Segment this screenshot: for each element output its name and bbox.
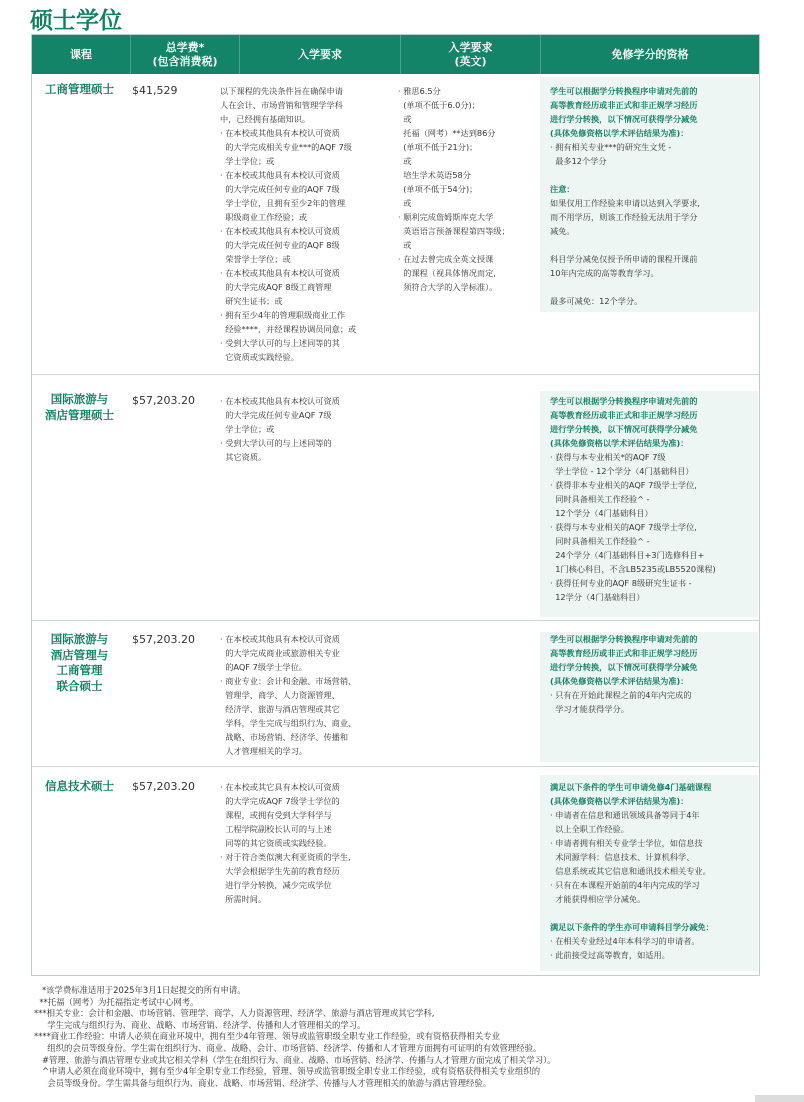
text-line: · 商业专业：会计和金融、市场营销、: [220, 676, 357, 686]
page-title: 硕士学位: [30, 8, 122, 34]
text-line: 的大学完成相关专业***的AQF 7级: [220, 142, 352, 152]
text-line: 荣誉学士学位；或: [220, 254, 291, 264]
text-line: 进行学分转换，以下情况可获得学分减免: [550, 114, 698, 124]
text-line: · 在本校或其它具有本校认可资质: [220, 782, 340, 792]
text-line: · 在本校或其他具有本校认可资质: [220, 128, 340, 138]
text-line: · 在本校或其他具有本校认可资质: [220, 396, 340, 406]
text-line: 大学会根据学生先前的教育经历: [220, 866, 340, 876]
course-name-line: 联合硕士: [56, 678, 103, 693]
text-line: (具体免修资格以学术评估结果为准)：: [550, 796, 689, 806]
header-exemption: [541, 35, 759, 74]
text-line: 英语语言预备课程第四等级；: [398, 226, 510, 236]
text-line: [550, 238, 700, 252]
text-line: 的AQF 7级学士学位。: [220, 662, 307, 672]
text-line: 管理学、商学、人力资源管理、: [220, 690, 340, 700]
footnote-line: **托福（网考）为托福指定考试中心网考。: [34, 996, 199, 1007]
text-line: 减免。: [550, 226, 575, 236]
header-english-line2: (英文): [454, 54, 487, 68]
text-line: · 在过去曾完成全英文授课: [398, 254, 494, 264]
text-line: 学生可以根据学分转换程序申请对先前的: [550, 396, 698, 406]
text-line: · 顺利完成詹姆斯库克大学: [398, 212, 494, 222]
text-line: 进行学分转换，减少完成学位: [220, 880, 332, 890]
course-name-line: 酒店管理硕士: [45, 407, 114, 422]
text-line: 满足以下条件的学生可申请免修4门基础课程: [550, 782, 712, 792]
text-line: 或: [398, 240, 412, 250]
text-line: · 此前接受过高等教育，如适用。: [550, 950, 670, 960]
header-english-line1: 入学要求: [448, 40, 493, 54]
text-line: [550, 280, 700, 294]
text-line: 术同源学科：信息技术、计算机科学、: [550, 852, 695, 862]
text-line: 12个学分（4门基础科目）: [550, 508, 653, 518]
page-corner-bar: [755, 1095, 804, 1102]
text-line: 最多12个学分: [550, 156, 607, 166]
text-line: · 在本校或其他具有本校认可资质: [220, 268, 340, 278]
fee-3: $57,203.20: [132, 633, 195, 646]
exemption-eligibility-3: [550, 632, 697, 716]
text-line: · 只有在开始此课程之前的4年内完成的: [550, 690, 692, 700]
text-line: 的大学完成AQF 8级工商管理: [220, 282, 332, 292]
text-line: 培生学术英语58分: [398, 170, 471, 180]
text-line: 进行学分转换，以下情况可获得学分减免: [550, 424, 698, 434]
text-line: · 在本校或其他具有本校认可资质: [220, 226, 340, 236]
text-line: · 雅思6.5分: [398, 86, 441, 96]
text-line: · 受到大学认可的与上述同等的: [220, 438, 332, 448]
text-line: 以下课程的先决条件旨在确保申请: [220, 86, 343, 96]
text-line: 高等教育经历或非正式和非正规学习经历: [550, 100, 698, 110]
text-line: 的大学完成任何专业的AQF 8级: [220, 240, 340, 250]
text-line: 同时具备相关工作经验^ -: [550, 536, 650, 546]
text-line: 学生可以根据学分转换程序申请对先前的: [550, 634, 698, 644]
header-entry-label: 入学要求: [298, 47, 342, 61]
fee-2: $57,203.20: [132, 394, 195, 407]
text-line: 它资质或实践经验。: [220, 352, 299, 362]
english-requirements: [398, 84, 510, 294]
text-line: 科目学分减免仅授予所申请的课程开课前: [550, 254, 698, 264]
header-fee: [131, 35, 239, 74]
footnote-line: 组织的会员等级身份。学生需在组织行为、商业、战略、会计、市场营销、经济学、传播和人才管理方面拥有可证明的有效管理经验。: [34, 1042, 542, 1053]
text-line: · 拥有相关专业***的研究生文凭 -: [550, 142, 672, 152]
text-line: (具体免修资格以学术评估结果为准)：: [550, 128, 689, 138]
text-line: 的大学完成任何专业的AQF 7级: [220, 184, 340, 194]
text-line: 1门核心科目，不含LB5235或LB5520课程): [550, 564, 716, 574]
text-line: 职级商业工作经验；或: [220, 212, 308, 222]
text-line: 或: [398, 156, 412, 166]
text-line: · 在本校或其他具有本校认可资质: [220, 634, 340, 644]
entry-requirements-1: [220, 84, 356, 364]
header-exemption-label: 免修学分的资格: [611, 47, 689, 61]
exemption-eligibility-2: [550, 394, 716, 604]
text-line: 托福（网考）**达到86分: [398, 128, 496, 138]
text-line: (具体免修资格以学术评估结果为准)：: [550, 438, 689, 448]
course-name-line: 国际旅游与: [50, 392, 109, 406]
text-line: 同等的其它资质或实践经验。: [220, 838, 332, 848]
footnotes: [34, 985, 774, 1089]
text-line: [550, 168, 700, 182]
footnote-line: 学生完成与组织行为、商业、战略、市场营销、经济学、传播和人才管理相关的学习。: [34, 1019, 366, 1030]
text-line: · 在相关专业经过4年本科学习的申请者。: [550, 936, 700, 946]
footnote-line: ****商业工作经验：申请人必须在商业环境中，拥有至少4年管理、领导或监管职级全职专业工作经验，或有资格获得相关专业: [34, 1031, 500, 1042]
text-line: 24个学分（4门基础科目+3门选修科目+: [550, 550, 705, 560]
text-line: 的大学完成商业或旅游相关专业: [220, 648, 340, 658]
text-line: · 对于符合类似澳大利亚资质的学生,: [220, 852, 351, 862]
text-line: · 在本校或其他具有本校认可资质: [220, 170, 340, 180]
text-line: 经验****，并经课程协调员同意；或: [220, 324, 357, 334]
text-line: 学士学位；或: [220, 156, 275, 166]
text-line: 高等教育经历或非正式和非正规学习经历: [550, 648, 698, 658]
course-name-line: 工商管理硕士: [45, 82, 114, 96]
text-line: 才能获得相应学分减免。: [550, 894, 646, 904]
table-header: [32, 35, 759, 74]
text-line: (单项不低于54分)；: [398, 184, 478, 194]
text-line: 学习才能获得学分。: [550, 704, 629, 714]
text-line: 人在会计、市场营销和管理学学科: [220, 100, 343, 110]
text-line: (单项不低于6.0分)；: [398, 100, 480, 110]
text-line: (单项不低于21分)；: [398, 142, 478, 152]
text-line: 战略、市场营销、经济学、传播和: [220, 732, 349, 742]
text-line: 课程，或拥有受到大学科学与: [220, 810, 332, 820]
course-name-line: 工商管理: [56, 663, 103, 677]
header-fee-line1: 总学费*: [165, 40, 205, 54]
text-line: 高等教育经历或非正式和非正规学习经历: [550, 410, 698, 420]
text-line: 12学分（4门基础科目）: [550, 592, 645, 602]
text-line: · 获得与本专业相关的AQF 7级学士学位,: [550, 522, 697, 532]
text-line: 而不用学历，则该工作经验无法用于学分: [550, 212, 698, 222]
fee-4: $57,203.20: [132, 780, 195, 793]
footnote-line: #管理、旅游与酒店管理专业或其它相关学科（学生在组织行为、商业、战略、市场营销、经济学、传播与人才管理方面完成了相关学习）。: [34, 1054, 556, 1065]
text-line: 其它资质。: [220, 452, 267, 462]
text-line: · 申请者在信息和通讯领域具备等同于4年: [550, 810, 700, 820]
footnote-line: ***相关专业：会计和金融、市场营销、管理学、商学、人力资源管理、经济学、旅游与酒店管理或其它学科,: [34, 1008, 435, 1019]
header-fee-line2: (包含消费税): [152, 54, 218, 68]
course-name-4: [32, 779, 127, 795]
text-line: 学科，学生完成与组织行为、商业、: [220, 718, 357, 728]
text-line: 学生可以根据学分转换程序申请对先前的: [550, 86, 698, 96]
text-line: 的大学完成任何专业AQF 7级: [220, 410, 332, 420]
text-line: 所需时间。: [220, 894, 267, 904]
text-line: 或: [398, 198, 412, 208]
text-line: · 获得非本专业相关的AQF 7级学士学位,: [550, 480, 697, 490]
exemption-eligibility-1: [550, 84, 700, 308]
footnote-line: 会员等级身份。学生需具备与组织行为、商业、战略、市场营销、经济学、传播与人才管理相关的旅游与酒店管理经验。: [34, 1077, 492, 1088]
entry-requirements-2: [220, 394, 340, 464]
text-line: 或: [398, 114, 412, 124]
text-line: 满足以下条件的学生亦可申请科目学分减免：: [550, 922, 714, 932]
text-line: 信息系统或其它信息和通讯技术相关专业。: [550, 866, 711, 876]
text-line: · 获得与本专业相关*的AQF 7级: [550, 452, 666, 462]
text-line: 注意：: [550, 184, 575, 194]
text-line: · 申请者拥有相关专业学士学位，如信息技: [550, 838, 703, 848]
header-english: [401, 35, 540, 74]
text-line: 须符合大学的入学标准）。: [398, 282, 498, 292]
text-line: 经济学、旅游与酒店管理或其它: [220, 704, 340, 714]
header-course: [32, 35, 130, 74]
text-line: 的课程（视具体情况而定,: [398, 268, 496, 278]
text-line: (具体免修资格以学术评估结果为准)：: [550, 676, 689, 686]
footnote-line: *该学费标准适用于2025年3月1日起提交的所有申请。: [34, 985, 246, 995]
text-line: 人才管理相关的学习。: [220, 746, 308, 756]
entry-requirements-3: [220, 632, 356, 758]
text-line: 工程学院副校长认可的与上述: [220, 824, 332, 834]
course-name-1: [32, 82, 127, 98]
text-line: 学士学位；或: [220, 424, 275, 434]
header-course-label: 课程: [70, 47, 92, 61]
course-name-2: [32, 392, 127, 423]
entry-requirements-4: [220, 780, 351, 906]
footnote-line: ^申请人必须在商业环境中，拥有至少4年全职专业工作经验，管理、领导或监管职级全职专业工作经验，或有资格获得相关专业组织的: [34, 1066, 541, 1077]
course-name-line: 信息技术硕士: [45, 779, 114, 793]
text-line: 以上全职工作经验。: [550, 824, 629, 834]
text-line: · 拥有至少4年的管理职级商业工作: [220, 310, 346, 320]
text-line: 的大学完成AQF 7级学士学位的: [220, 796, 340, 806]
text-line: · 受到大学认可的与上述同等的其: [220, 338, 340, 348]
fee-1: $41,529: [132, 84, 178, 97]
text-line: · 只有在本课程开始前的4年内完成的学习: [550, 880, 700, 890]
course-name-line: 酒店管理与: [50, 647, 109, 662]
text-line: 10年内完成的高等教育学习。: [550, 268, 659, 278]
text-line: 中，已经拥有基础知识。: [220, 114, 311, 124]
text-line: 学士学位，且拥有至少2年的管理: [220, 198, 346, 208]
exemption-eligibility-4: [550, 780, 714, 962]
text-line: 进行学分转换，以下情况可获得学分减免: [550, 662, 698, 672]
header-entry: [240, 35, 400, 74]
course-name-3: [32, 632, 127, 694]
text-line: 最多可减免：12个学分。: [550, 296, 643, 306]
text-line: · 获得任何专业的AQF 8级研究生证书 -: [550, 578, 692, 588]
text-line: 同时具备相关工作经验^ -: [550, 494, 650, 504]
text-line: 学士学位 - 12个学分（4门基础科目）: [550, 466, 694, 476]
text-line: 如果仅用工作经验来申请以达到入学要求,: [550, 198, 700, 208]
text-line: [550, 906, 714, 920]
text-line: 研究生证书；或: [220, 296, 283, 306]
course-name-line: 国际旅游与: [50, 632, 109, 646]
degree-table: [31, 34, 760, 976]
